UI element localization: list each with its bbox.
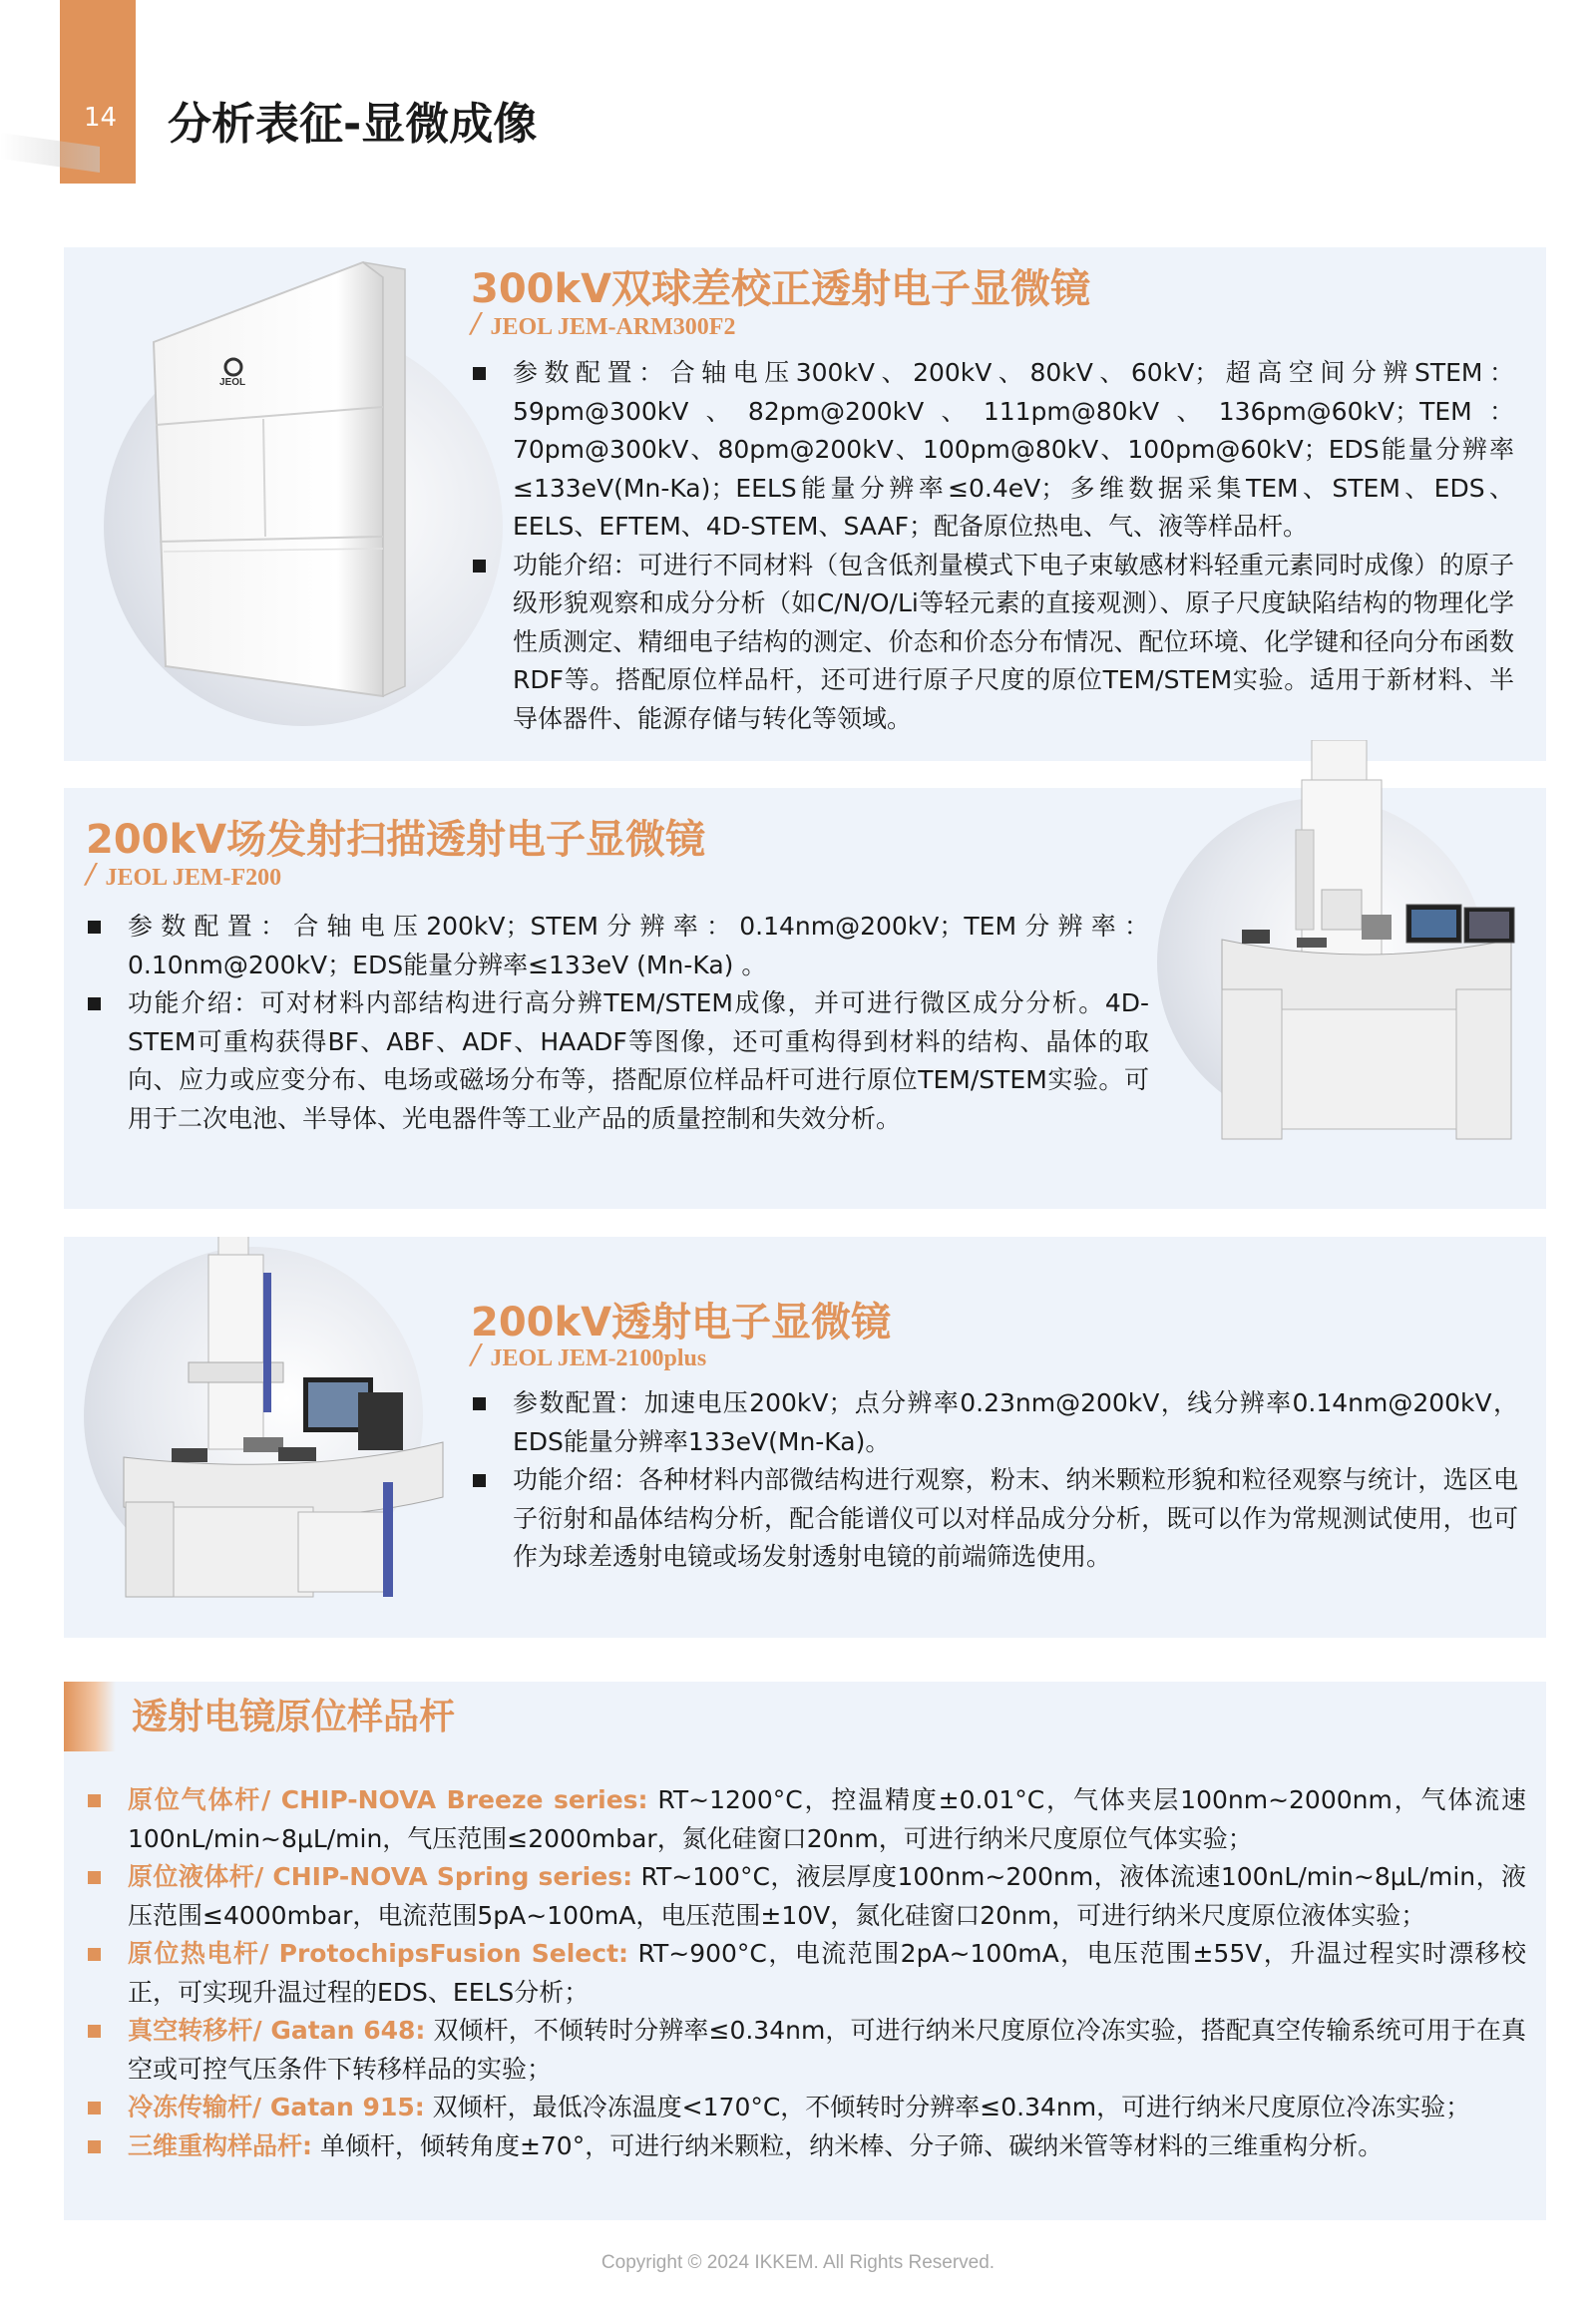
slash-decoration: / [86,856,96,893]
bullet-square-icon [88,2102,101,2114]
list-item [86,984,1149,1138]
copyright-footer: Copyright © 2024 IKKEM. All Rights Reserved. [600,2252,996,2273]
section-model [86,856,281,894]
bullet-square-icon [88,921,101,934]
section-title: 200kV透射电子显微镜 [471,1300,892,1345]
bullet-square-icon [88,1948,101,1961]
model-name: JEOL JEM-2100plus [490,1345,707,1371]
holder-name: 三维重构样品杆: [128,2130,312,2160]
holder-desc: 双倾杆，不倾转时分辨率≤0.34nm，可进行纳米尺度原位冷冻实验，搭配真空传输系统可用于在真空或可控气压条件下转移样品的实验； [128,2016,1526,2084]
page-number: 14 [84,103,118,133]
list-item [471,1384,1518,1461]
list-item [86,1781,1526,1858]
jeol-f200-microscope-photo [1212,740,1521,1149]
spec-list [471,1384,1518,1577]
holder-desc: RT~1200°C，控温精度±0.01°C，气体夹层100nm~2000nm，气体流速100nL/min~8μL/min，气压范围≤2000mbar，氮化硅窗口20nm，可进行纳米尺度原位气体实验； [128,1785,1526,1853]
holders-section-title: 透射电镜原位样品杆 [132,1697,456,1737]
bullet-text: 参数配置：合轴电压300kV、200kV、80kV、60kV；超高空间分辨STEM：59pm@300kV、82pm@200kV、111pm@80kV、136pm@60kV；TEM：70pm@300kV、80pm@200kV、100pm@80kV、100pm@60kV；EDS能量分辨率≤133eV(Mn-Ka)；EELS能量分辨率≤0.4eV；多维数据采集TEM、STEM、EDS、EELS、EFTEM、4D-STEM、SAAF；配备原位热电、气、液等样品杆。 [513,358,1514,541]
bullet-text: 参数配置：合轴电压200kV；STEM分辨率：0.14nm@200kV；TEM分辨率：0.10nm@200kV；EDS能量分辨率≤133eV (Mn-Ka) 。 [128,912,1149,979]
list-item [86,2012,1526,2089]
section-arm300f2-panel [64,247,1546,761]
holder-desc: RT~100°C，液层厚度100nm~200nm，液体流速100nL/min~8μL/min，液压范围≤4000mbar，电流范围5pA~100mA，电压范围±10V，氮化硅窗口20nm，可进行纳米尺度原位液体实验； [128,1862,1526,1930]
holder-name: 真空转移杆/ Gatan 648: [128,2016,426,2045]
list-item [86,2127,1526,2166]
list-item [471,354,1514,547]
bullet-text: 功能介绍：可进行不同材料（包含低剂量模式下电子束敏感材料轻重元素同时成像）的原子级形貌观察和成分分析（如C/N/O/Li等轻元素的直接观测）、原子尺度缺陷结构的物理化学性质测定、精细电子结构的测定、价态和价态分布情况、配位环境、化学键和径向分布函数RDF等。搭配原位样品杆，还可进行原子尺度的原位TEM/STEM实验。适用于新材料、半导体器件、能源存储与转化等领域。 [513,550,1514,733]
section-title: 200kV场发射扫描透射电子显微镜 [86,817,706,863]
holder-desc: 双倾杆，最低冷冻温度<170°C，不倾转时分辨率≤0.34nm，可进行纳米尺度原位冷冻实验； [424,2093,1471,2121]
section-2100plus-panel [64,1237,1546,1638]
list-item [86,1935,1526,2012]
slash-decoration: / [471,305,481,342]
holder-desc: 单倾杆，倾转角度±70°，可进行纳米颗粒，纳米棒、分子筛、碳纳米管等材料的三维重构分析。 [312,2130,1384,2160]
section-model [471,1337,706,1374]
list-item [86,2089,1526,2127]
list-item [86,1858,1526,1935]
bullet-square-icon [88,1794,101,1807]
holder-list [86,1781,1526,2165]
bullet-square-icon [473,560,486,573]
slash-decoration: / [471,1337,481,1373]
bullet-text: 功能介绍：各种材料内部微结构进行观察，粉末、纳米颗粒形貌和粒径观察与统计，选区电子衍射和晶体结构分析，配合能谱仪可以对样品成分分析，既可以作为常规测试使用，也可作为球差透射电镜或场发射透射电镜的前端筛选使用。 [513,1465,1518,1571]
bullet-square-icon [88,1871,101,1884]
jeol-arm300f2-microscope-photo [144,257,443,711]
holder-name: 冷冻传输杆/ Gatan 915: [128,2093,425,2121]
section-model [471,305,735,343]
model-name: JEOL JEM-F200 [105,865,282,891]
holder-desc: RT~900°C，电流范围2pA~100mA，电压范围±55V，升温过程实时漂移校正，可实现升温过程的EDS、EELS分析； [128,1939,1527,2007]
jeol-2100plus-microscope-photo [104,1237,503,1602]
bullet-text: 参数配置：加速电压200kV；点分辨率0.23nm@200kV，线分辨率0.14nm@200kV，EDS能量分辨率133eV(Mn-Ka)。 [513,1388,1518,1456]
list-item [86,908,1149,984]
holders-panel [64,1682,1546,2220]
bullet-square-icon [473,1397,486,1410]
section-title: 300kV双球差校正透射电子显微镜 [471,266,1091,312]
list-item [471,1461,1518,1577]
holder-name: 原位热电杆/ ProtochipsFusion Select: [128,1939,629,1968]
page-title: 分析表征-显微成像 [168,99,538,150]
list-item [471,547,1514,739]
bullet-square-icon [88,2025,101,2038]
spec-list [86,908,1149,1138]
bullet-square-icon [88,997,101,1010]
section-header-accent [64,1682,116,1751]
bullet-square-icon [473,367,486,380]
holder-name: 原位液体杆/ CHIP-NOVA Spring series: [128,1862,633,1891]
spec-list [471,354,1514,738]
bullet-square-icon [88,2140,101,2153]
jeol-logo: JEOL [219,377,246,388]
bullet-square-icon [473,1474,486,1487]
model-name: JEOL JEM-ARM300F2 [490,314,736,340]
holder-name: 原位气体杆/ CHIP-NOVA Breeze series: [128,1785,648,1814]
bullet-text: 功能介绍：可对材料内部结构进行高分辨TEM/STEM成像，并可进行微区成分分析。4D-STEM可重构获得BF、ABF、ADF、HAADF等图像，还可重构得到材料的结构、晶体的取向、应力或应变分布、电场或磁场分布等，搭配原位样品杆可进行原位TEM/STEM实验。可用于二次电池、半导体、光电器件等工业产品的质量控制和失效分析。 [128,988,1149,1133]
